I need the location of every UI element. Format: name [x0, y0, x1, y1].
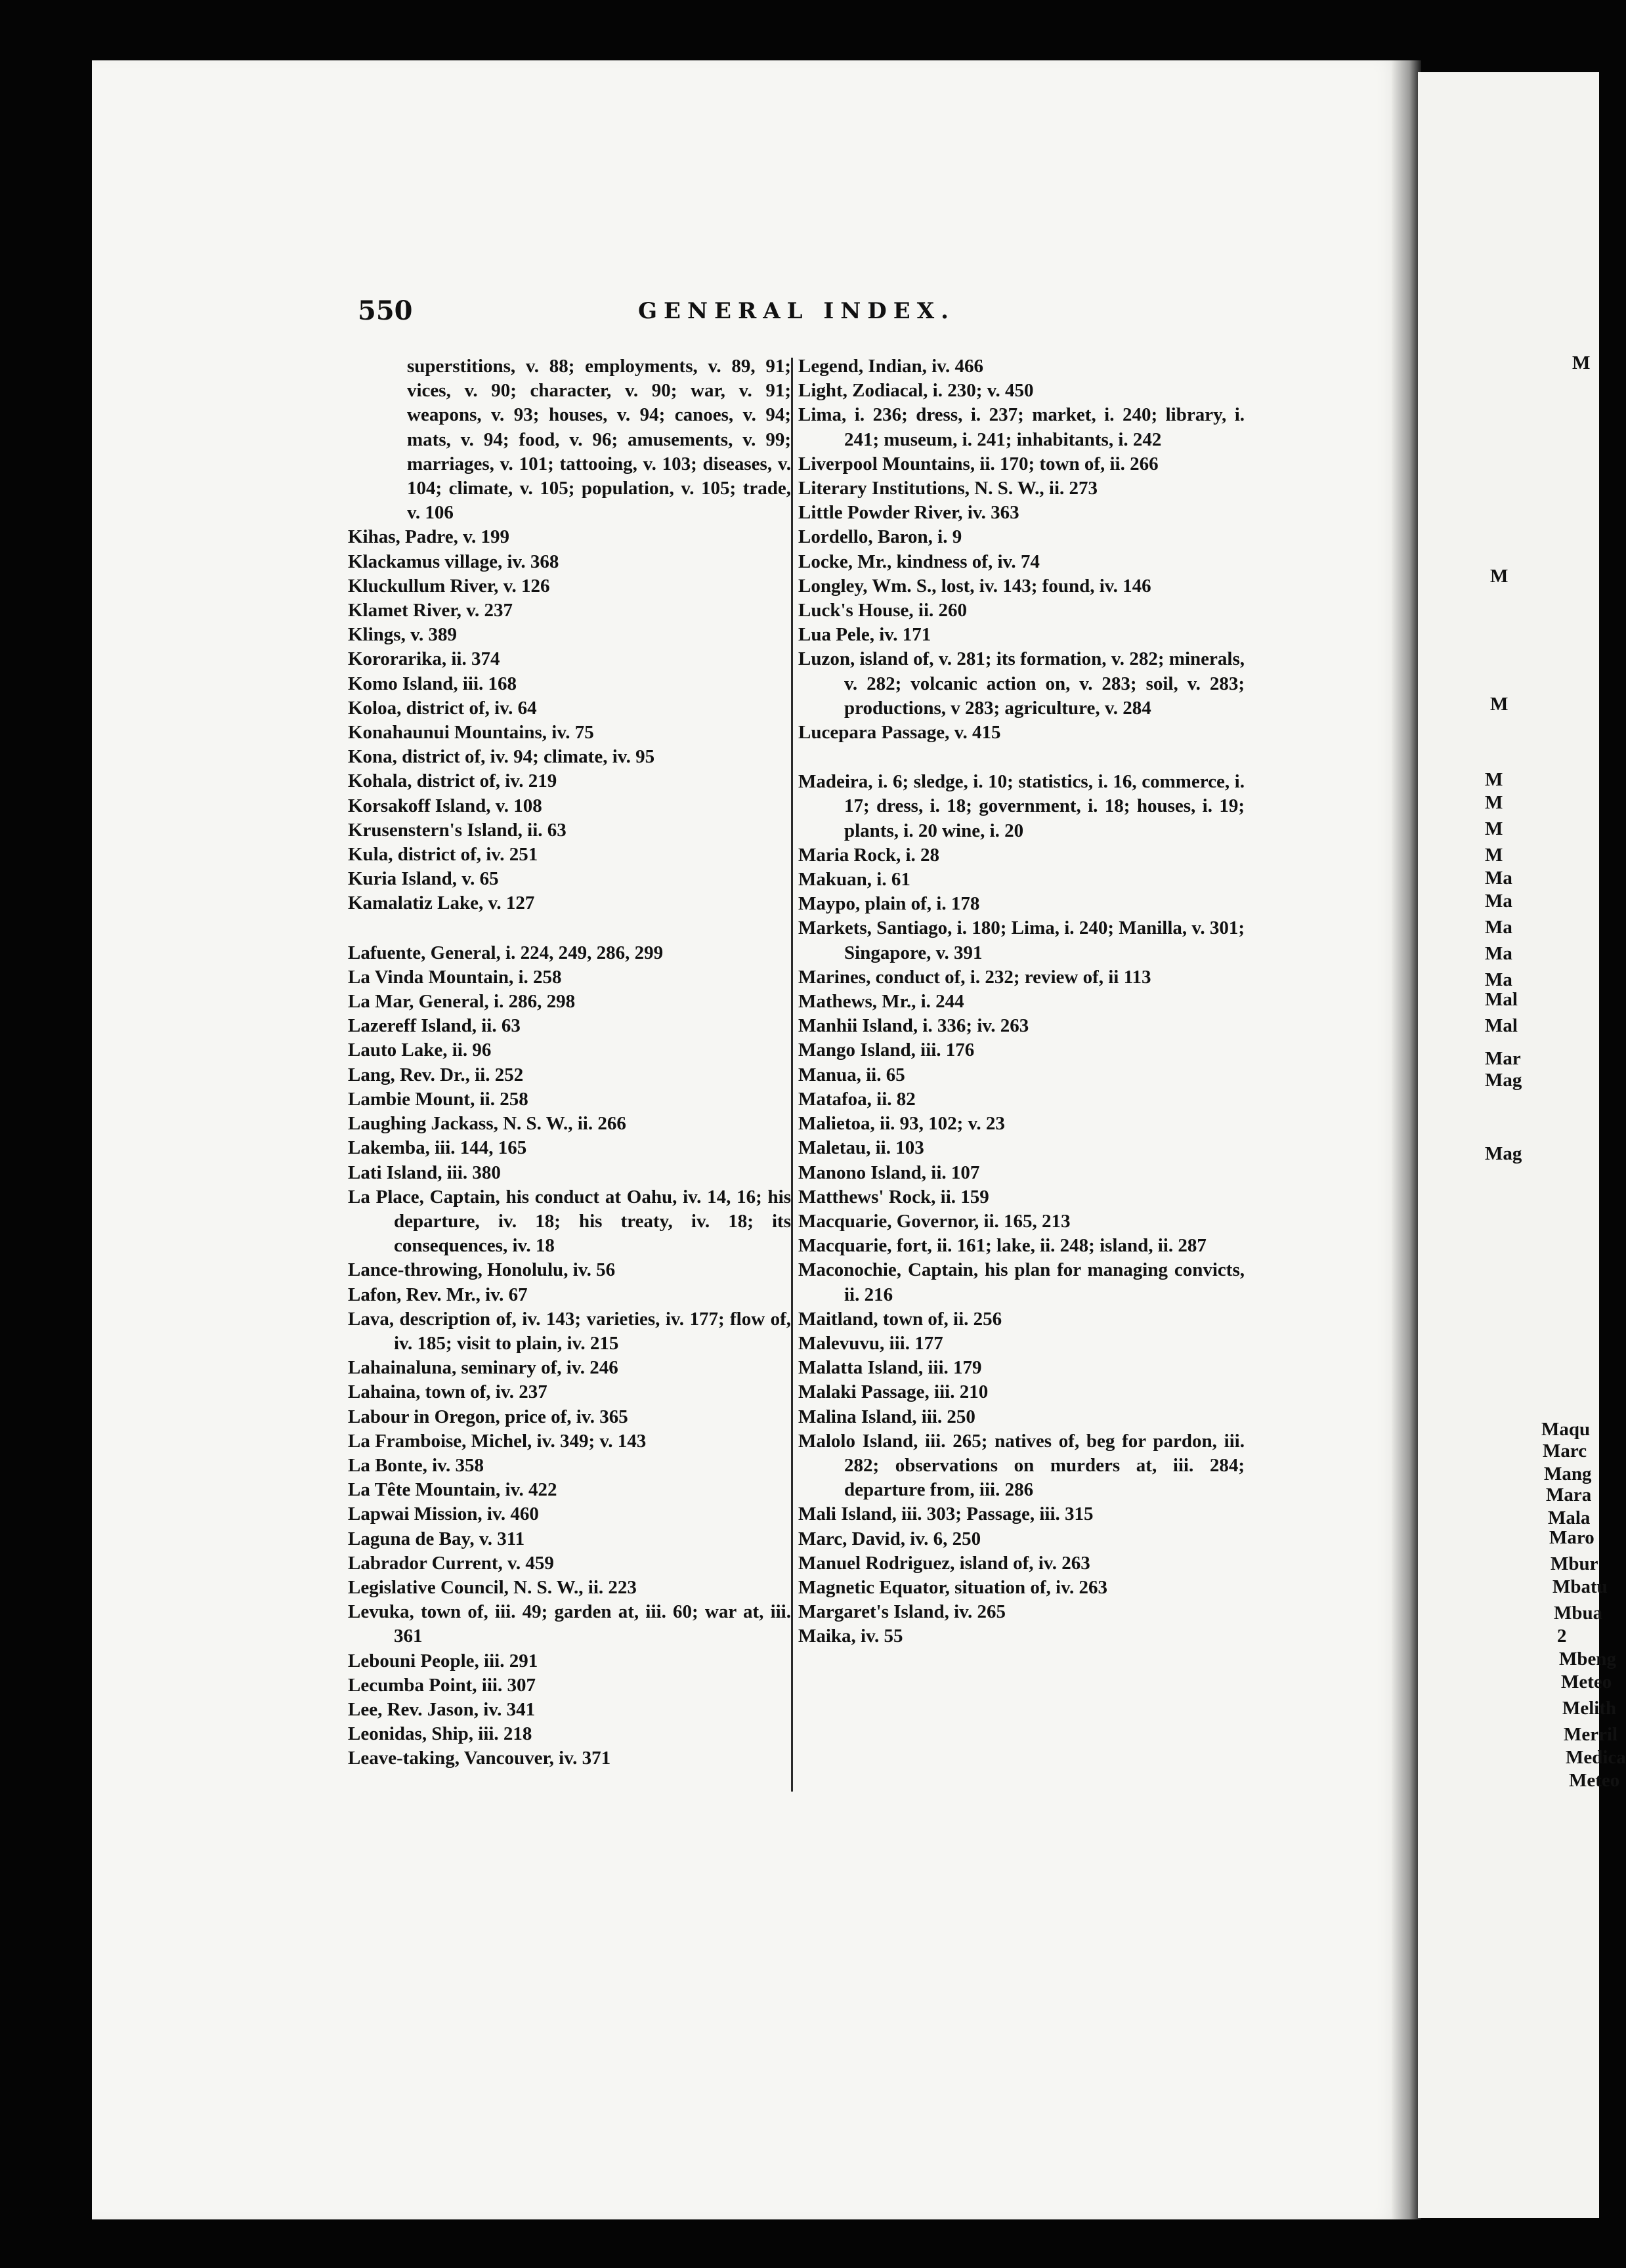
index-entry: Longley, Wm. S., lost, iv. 143; found, iv. 146 — [798, 575, 1151, 597]
index-entry: La Tête Mountain, iv. 422 — [348, 1479, 557, 1501]
index-entry: Leave-taking, Vancouver, iv. 371 — [348, 1748, 611, 1769]
facing-page-fragment: Ma — [1485, 891, 1512, 912]
index-entry: Markets, Santiago, i. 180; Lima, i. 240; Manilla, v. 301; Singapore, v. 391 — [798, 917, 1245, 963]
index-entry: Malatta Island, iii. 179 — [798, 1357, 982, 1379]
index-entry: Kihas, Padre, v. 199 — [348, 526, 509, 548]
facing-page-fragment: Melith — [1562, 1698, 1617, 1719]
index-entry: Lafuente, General, i. 224, 249, 286, 299 — [348, 942, 664, 963]
index-entry: Liverpool Mountains, ii. 170; town of, ii. 266 — [798, 453, 1159, 474]
index-entry: Lebouni People, iii. 291 — [348, 1650, 538, 1671]
index-entry: Literary Institutions, N. S. W., ii. 273 — [798, 478, 1098, 499]
index-column-left — [348, 354, 791, 1771]
index-entry: Luck's House, ii. 260 — [798, 600, 968, 621]
k-entries — [348, 525, 791, 915]
page-header — [358, 295, 1415, 328]
index-entry: Lee, Rev. Jason, iv. 341 — [348, 1698, 536, 1720]
column-rule — [791, 358, 793, 1792]
facing-page-fragment: Maqu — [1541, 1419, 1591, 1440]
index-entry: Korsakoff Island, v. 108 — [348, 795, 542, 816]
index-entry: Manuel Rodriguez, island of, iv. 263 — [798, 1552, 1090, 1574]
index-entry: Mathews, Mr., i. 244 — [798, 991, 964, 1013]
index-entry: Light, Zodiacal, i. 230; v. 450 — [798, 380, 1034, 402]
index-entry: La Bonte, iv. 358 — [348, 1454, 484, 1476]
index-entry: Malina Island, iii. 250 — [798, 1406, 975, 1427]
facing-page-fragment: Ma — [1485, 969, 1512, 990]
index-entry: Maitland, town of, ii. 256 — [798, 1308, 1002, 1330]
facing-page — [1418, 72, 1626, 2218]
facing-page-fragment: Mbatu — [1552, 1576, 1608, 1597]
index-entry: Manhii Island, i. 336; iv. 263 — [798, 1015, 1029, 1037]
index-entry: Klackamus village, iv. 368 — [348, 551, 559, 572]
facing-page-fragment: Mbur — [1551, 1553, 1598, 1574]
facing-page-fragment: Mal — [1485, 1015, 1518, 1036]
facing-page-fragment: Mala — [1548, 1507, 1591, 1528]
facing-page-fragment: Ma — [1485, 868, 1512, 889]
index-entry: Maconochie, Captain, his plan for managing convicts, ii. 216 — [798, 1259, 1245, 1305]
index-entry: La Framboise, Michel, iv. 349; v. 143 — [348, 1430, 647, 1452]
page-number: 550 — [358, 295, 413, 326]
index-entry: La Mar, General, i. 286, 298 — [348, 991, 576, 1013]
facing-page-fragment: Marc — [1543, 1440, 1587, 1461]
facing-page-fragment: Meteo — [1561, 1671, 1612, 1692]
index-entry: Levuka, town of, iii. 49; garden at, iii. 60; war at, iii. 361 — [348, 1601, 791, 1647]
facing-page-fragment: Medica — [1566, 1747, 1626, 1768]
index-entry: Lauto Lake, ii. 96 — [348, 1040, 492, 1061]
index-entry: Matafoa, ii. 82 — [798, 1088, 916, 1110]
index-entry: Lima, i. 236; dress, i. 237; market, i. 240; library, i. 241; museum, i. 241; inhabitants, i. 242 — [798, 404, 1245, 450]
index-entry: Legislative Council, N. S. W., ii. 223 — [348, 1576, 637, 1598]
index-entry: Maletau, ii. 103 — [798, 1137, 924, 1159]
facing-page-fragment: Mag — [1485, 1143, 1522, 1164]
index-entry: Malevuvu, iii. 177 — [798, 1332, 943, 1354]
running-title: GENERAL INDEX. — [638, 298, 955, 324]
index-entry: Labour in Oregon, price of, iv. 365 — [348, 1406, 628, 1427]
index-entry: Lordello, Baron, i. 9 — [798, 526, 962, 548]
index-entry: Makuan, i. 61 — [798, 869, 910, 891]
index-entry: Kamalatiz Lake, v. 127 — [348, 892, 535, 914]
facing-page-fragment: Mal — [1485, 989, 1518, 1010]
facing-page-fragment: M — [1572, 352, 1591, 373]
index-entry: Lance-throwing, Honolulu, iv. 56 — [348, 1259, 616, 1281]
index-entry: Laughing Jackass, N. S. W., ii. 266 — [348, 1113, 626, 1135]
m-entries — [798, 770, 1245, 1648]
index-entry: Lava, description of, iv. 143; varieties, iv. 177; flow of, iv. 185; visit to plain, iv. 215 — [348, 1308, 791, 1354]
index-entry: Magnetic Equator, situation of, iv. 263 — [798, 1576, 1108, 1598]
index-entry: Klings, v. 389 — [348, 624, 457, 646]
index-entry: Mali Island, iii. 303; Passage, iii. 315 — [798, 1503, 1094, 1525]
index-entry: Lazereff Island, ii. 63 — [348, 1015, 521, 1037]
index-entry: Lafon, Rev. Mr., iv. 67 — [348, 1284, 528, 1305]
index-entry: Labrador Current, v. 459 — [348, 1552, 554, 1574]
index-entry: Lapwai Mission, iv. 460 — [348, 1503, 539, 1525]
index-entry: Leonidas, Ship, iii. 218 — [348, 1723, 532, 1745]
index-entry: Little Powder River, iv. 363 — [798, 502, 1019, 524]
letter-break — [798, 745, 1245, 770]
index-entry: Legend, Indian, iv. 466 — [798, 356, 984, 377]
facing-page-fragment: Mag — [1485, 1070, 1522, 1091]
index-entry: Matthews' Rock, ii. 159 — [798, 1186, 989, 1208]
facing-page-fragment: Mara — [1546, 1484, 1592, 1505]
index-entry: Marc, David, iv. 6, 250 — [798, 1528, 981, 1549]
facing-page-fragment: M — [1490, 694, 1508, 715]
facing-page-fragment: Maro — [1549, 1527, 1594, 1548]
index-entry: Lucepara Passage, v. 415 — [798, 722, 1001, 744]
index-entry: Maria Rock, i. 28 — [798, 844, 940, 866]
index-entry: Laguna de Bay, v. 311 — [348, 1528, 525, 1549]
index-entry: Malolo Island, iii. 265; natives of, beg for pardon, iii. 282; observations on murders at, iii. 284; departure from, iii. 286 — [798, 1430, 1245, 1501]
index-entry: Kula, district of, iv. 251 — [348, 844, 538, 866]
index-entry: Kluckullum River, v. 126 — [348, 575, 550, 597]
index-entry: Lahaina, town of, iv. 237 — [348, 1381, 547, 1403]
index-entry: Klamet River, v. 237 — [348, 600, 513, 621]
facing-page-fragment: Mbua — [1554, 1603, 1603, 1624]
index-entry: Kona, district of, iv. 94; climate, iv. 95 — [348, 746, 655, 768]
index-entry: La Place, Captain, his conduct at Oahu, iv. 14, 16; his departure, iv. 18; his treaty, iv. 18; its consequences, iv. 18 — [348, 1186, 791, 1257]
index-entry: Lahainaluna, seminary of, iv. 246 — [348, 1357, 618, 1379]
index-entry: Konahaunui Mountains, iv. 75 — [348, 722, 594, 744]
facing-page-fragment: 2 — [1557, 1626, 1567, 1647]
index-entry: Macquarie, fort, ii. 161; lake, ii. 248; island, ii. 287 — [798, 1235, 1207, 1257]
letter-break — [348, 916, 791, 941]
l-entries-cont — [798, 354, 1245, 745]
index-entry: Marines, conduct of, i. 232; review of, ii 113 — [798, 966, 1151, 988]
facing-page-fragment: Mar — [1485, 1048, 1521, 1069]
book-gutter — [1392, 60, 1421, 2219]
facing-page-fragment: Mang — [1544, 1463, 1592, 1484]
index-entry: Luzon, island of, v. 281; its formation, v. 282; minerals, v. 282; volcanic action on, v. 283; soil, v. 283; productions, v 283; agriculture, v. 284 — [798, 648, 1245, 719]
facing-page-fragment: M — [1485, 769, 1503, 790]
index-entry: Malaki Passage, iii. 210 — [798, 1381, 989, 1403]
index-entry: La Vinda Mountain, i. 258 — [348, 966, 562, 988]
index-entry: Lambie Mount, ii. 258 — [348, 1088, 528, 1110]
index-entry: Margaret's Island, iv. 265 — [798, 1601, 1006, 1623]
facing-page-fragment: Meteo — [1569, 1770, 1620, 1791]
facing-page-fragment: M — [1490, 566, 1508, 587]
index-entry: Komo Island, iii. 168 — [348, 673, 517, 694]
index-entry: Manua, ii. 65 — [798, 1064, 905, 1085]
index-entry: Maypo, plain of, i. 178 — [798, 893, 980, 915]
facing-page-fragment: M — [1485, 792, 1503, 813]
index-entry: Maika, iv. 55 — [798, 1626, 903, 1647]
index-entry: Lua Pele, iv. 171 — [798, 624, 931, 646]
index-column-right — [798, 354, 1245, 1649]
index-entry: Lakemba, iii. 144, 165 — [348, 1137, 527, 1159]
facing-page-fragment: Ma — [1485, 943, 1512, 964]
index-entry: Manono Island, ii. 107 — [798, 1162, 980, 1183]
facing-page-fragment: Mbeng — [1559, 1648, 1616, 1670]
index-entry: Mango Island, iii. 176 — [798, 1040, 975, 1061]
index-entry: Macquarie, Governor, ii. 165, 213 — [798, 1210, 1071, 1232]
l-entries — [348, 941, 791, 1771]
index-entry: Locke, Mr., kindness of, iv. 74 — [798, 551, 1040, 572]
facing-page-fragment: Merril — [1564, 1724, 1618, 1745]
index-entry: Madeira, i. 6; sledge, i. 10; statistics, i. 16, commerce, i. 17; dress, i. 18; government, i. 18; houses, i. 19; plants, i. 20 wine, i. 20 — [798, 771, 1245, 841]
index-entry: Lati Island, iii. 380 — [348, 1162, 501, 1183]
index-entry: Lecumba Point, iii. 307 — [348, 1674, 536, 1696]
index-entry: Krusenstern's Island, ii. 63 — [348, 819, 567, 841]
index-entry: Kororarika, ii. 374 — [348, 648, 500, 670]
continued-entry: superstitions, v. 88; employments, v. 89, 91; vices, v. 90; character, v. 90; war, v. 91; weapons, v. 93; houses, v. 94; canoes, v. 94; mats, v. 94; food, v. 96; amusements, v. 99; marriages, v. 101; tattooing, v. 103; diseases, v. 104; climate, v. 105; population, v. 105; trade, v. 106 — [407, 356, 791, 524]
facing-page-fragment: M — [1485, 818, 1503, 839]
index-entry: Lang, Rev. Dr., ii. 252 — [348, 1064, 524, 1085]
index-entry: Malietoa, ii. 93, 102; v. 23 — [798, 1113, 1005, 1135]
index-entry: Koloa, district of, iv. 64 — [348, 697, 537, 719]
index-entry: Kohala, district of, iv. 219 — [348, 770, 557, 792]
facing-page-fragment: Ma — [1485, 917, 1512, 938]
index-entry: Kuria Island, v. 65 — [348, 868, 499, 890]
facing-page-fragment: M — [1485, 845, 1503, 866]
